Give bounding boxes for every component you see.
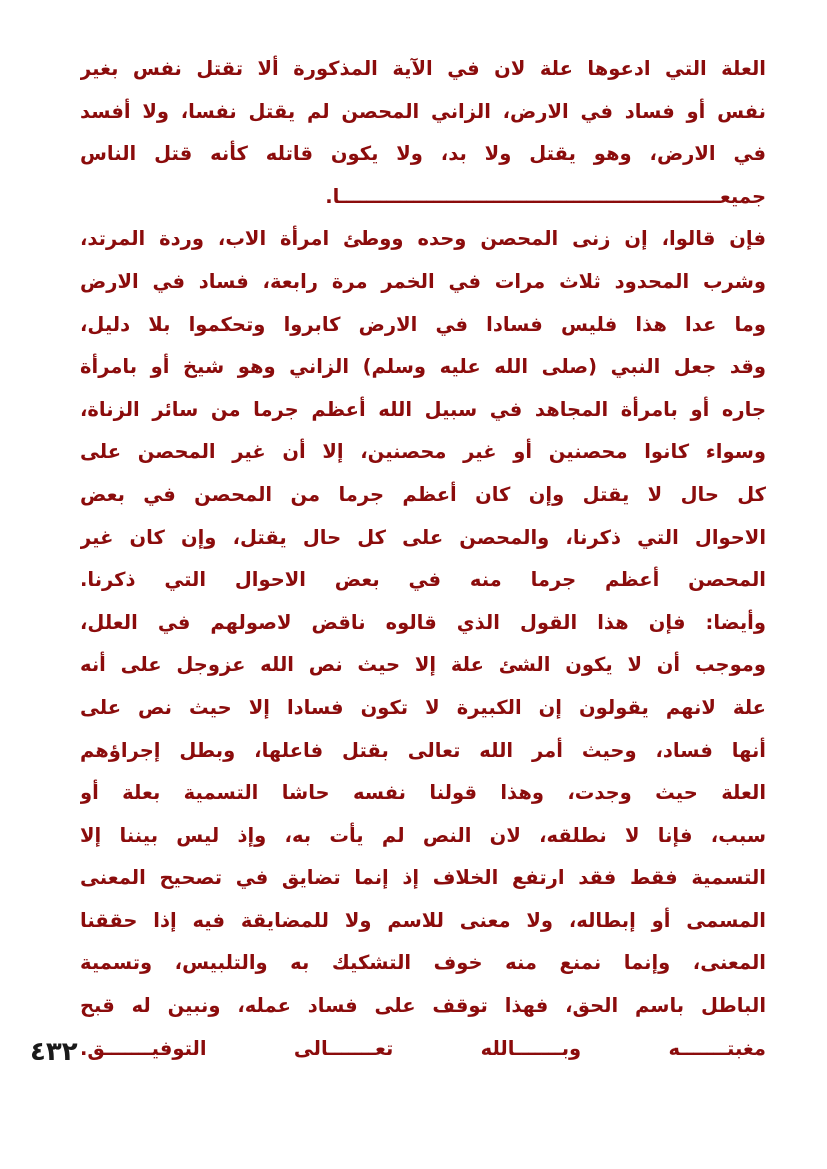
text-line-13: المحصن أعظم جرما منه في بعض الاحوال التي ذكرنا.: [80, 568, 766, 592]
text-line-14: وأيضا: فإن هذا القول الذي قالوه ناقض لاصولهم في العلل،: [80, 610, 766, 634]
text-line-10: وسواء كانوا محصنين أو غير محصنين، إلا أن غير المحصن على: [80, 440, 766, 464]
text-line-15: وموجب أن لا يكون الشئ علة إلا حيث نص الله عزوجل على أنه: [80, 653, 766, 677]
text-line-5: فإن قالوا، إن زنى المحصن وحده ووطئ امرأة الاب، وردة المرتد،: [80, 227, 766, 251]
text-line-17: أنها فساد، وحيث أمر الله تعالى بقتل فاعلها، وبطل إجراؤهم: [80, 738, 766, 762]
text-line-23: الباطل باسم الحق، فهذا توقف على فساد عمله، ونبين له قبح: [80, 994, 766, 1018]
text-line-11: كل حال لا يقتل وإن كان أعظم جرما من المحصن في بعض: [80, 482, 766, 506]
text-line-6: وشرب المحدود ثلاث مرات في الخمر مرة رابعة، فساد في الارض: [80, 269, 766, 293]
text-line-3: في الارض، وهو يقتل ولا بد، ولا يكون قاتله كأنه قتل الناس: [80, 142, 766, 166]
text-line-20: التسمية فقط فقد ارتفع الخلاف إذ إنما تضايق في تصحيح المعنى: [80, 866, 766, 890]
text-line-21: المسمى أو إبطاله، ولا معنى للاسم ولا للمضايقة فيه إذا حققنا: [80, 908, 766, 932]
text-line-1: العلة التي ادعوها علة لان في الآية المذكورة ألا تقتل نفس بغير: [80, 57, 766, 80]
text-line-18: العلة حيث وجدت، وهذا قولنا نفسه حاشا التسمية بعلة أو: [80, 781, 766, 805]
text-line-4: جميعـــــــــــــــــــــــــــــــــــــــــــــــــــــــــا.: [325, 184, 766, 208]
text-line-2: نفس أو فساد في الارض، الزاني المحصن لم يقتل نفسا، ولا أفسد: [80, 99, 766, 123]
text-line-8: وقد جعل النبي (صلى الله عليه وسلم) الزاني وهو شيخ أو بامرأة: [80, 355, 766, 379]
text-line-22: المعنى، وإنما نمنع منه خوف التشكيك به والتلبيس، وتسمية: [80, 951, 766, 975]
text-line-9: جاره أو بامرأة المجاهد في سبيل الله أعظم جرما من سائر الزناة،: [80, 397, 766, 421]
text-line-19: سبب، فإنا لا نطلقه، لان النص لم يأت به، وإذ ليس بيننا إلا: [80, 823, 766, 847]
text-line-16: علة لانهم يقولون إن الكبيرة لا تكون فسادا إلا حيث نص على: [80, 695, 766, 719]
text-line-24: مغبتـــــــه وبـــــــالله تعـــــــالى التوفيـــــــق.: [80, 1036, 766, 1060]
text-line-7: وما عدا هذا فليس فسادا في الارض كابروا وتحكموا بلا دليل،: [80, 312, 766, 336]
body-text: [80, 48, 766, 1070]
page-number: ٤٣٢: [30, 1037, 78, 1067]
text-line-12: الاحوال التي ذكرنا، والمحصن على كل حال يقتل، وإن كان غير: [80, 525, 766, 549]
